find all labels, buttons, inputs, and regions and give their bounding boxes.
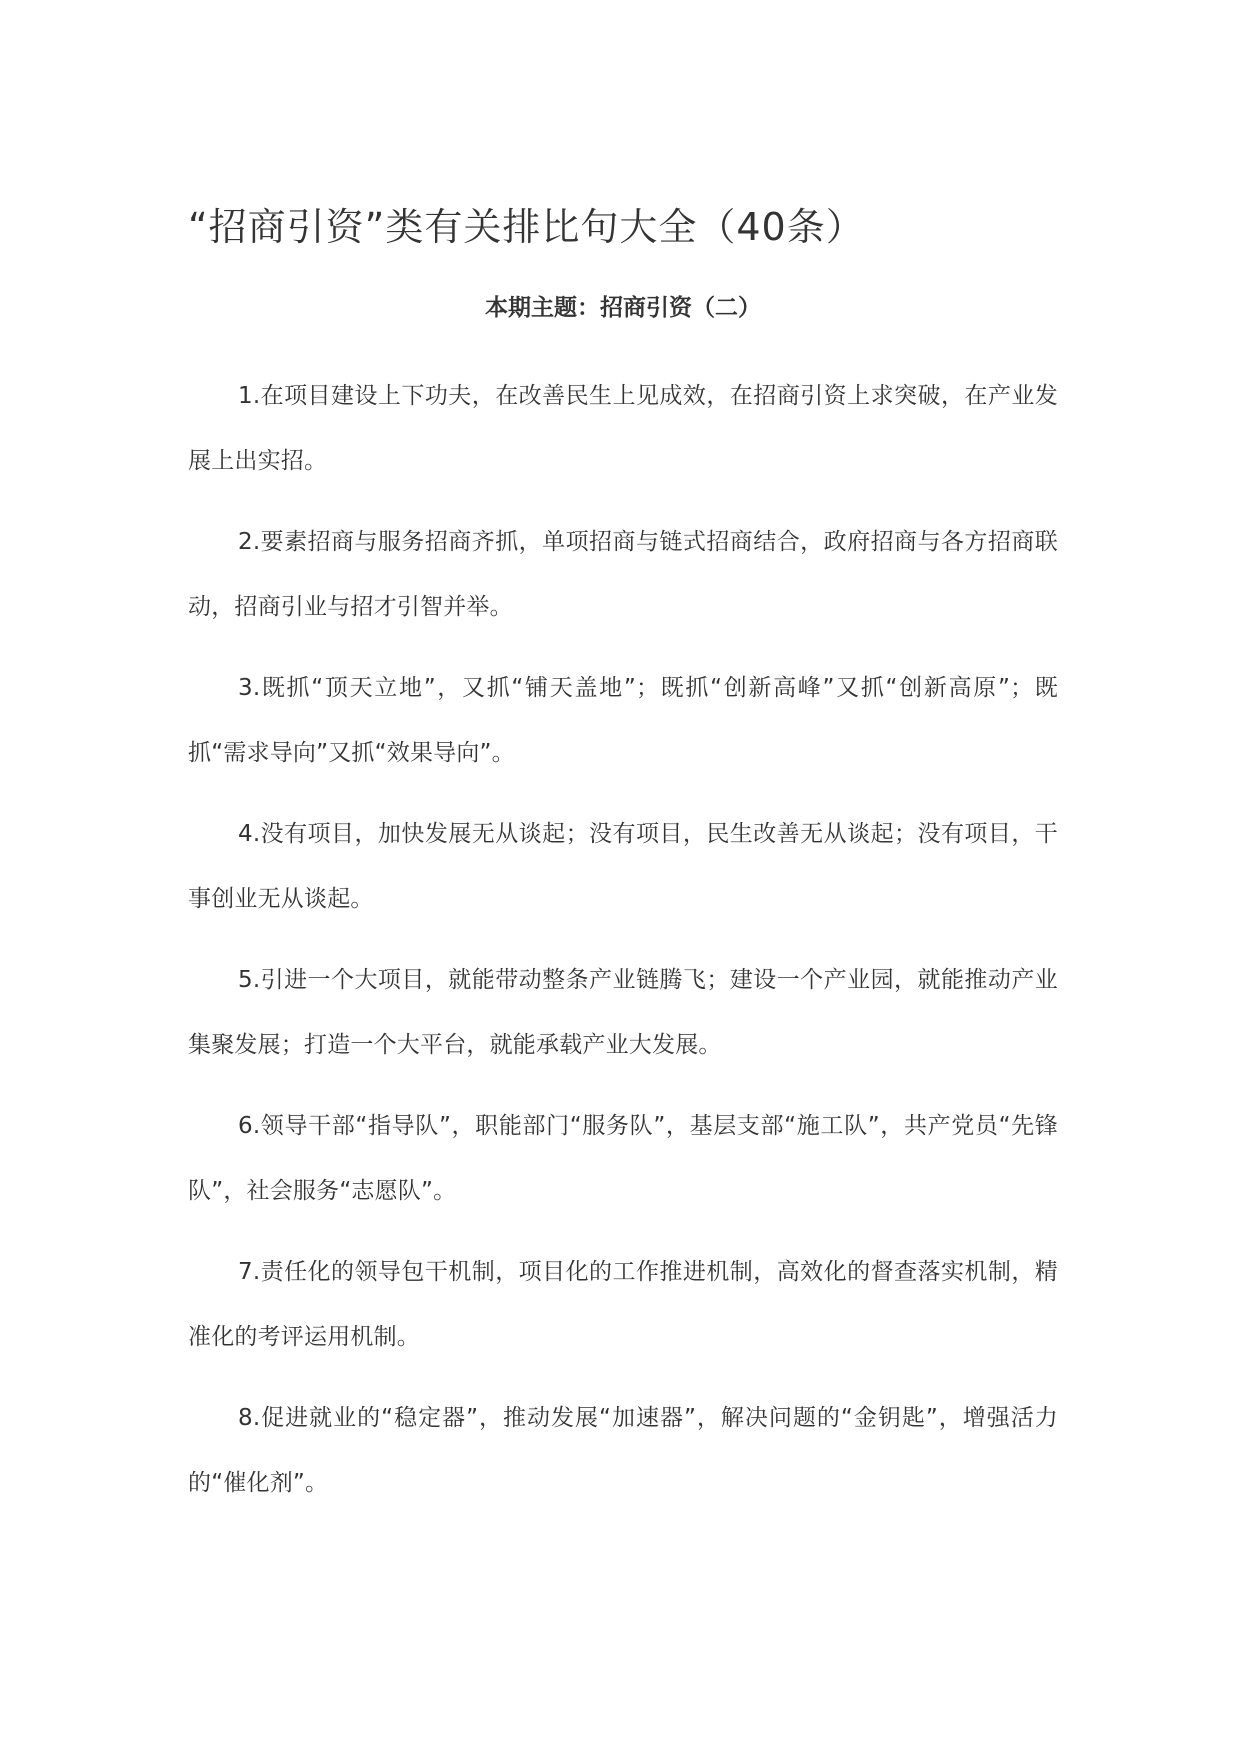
list-item: 5.引进一个大项目，就能带动整条产业链腾飞；建设一个产业园，就能推动产业集聚发展；打造一个大平台，就能承载产业大发展。 xyxy=(188,967,1058,1058)
list-item: 2.要素招商与服务招商齐抓，单项招商与链式招商结合，政府招商与各方招商联动，招商引业与招才引智并举。 xyxy=(188,529,1058,620)
list-item: 1.在项目建设上下功夫，在改善民生上见成效，在招商引资上求突破，在产业发展上出实招。 xyxy=(188,383,1058,474)
list-item: 8.促进就业的“稳定器”，推动发展“加速器”，解决问题的“金钥匙”，增强活力的“催化剂”。 xyxy=(188,1405,1058,1496)
item-list xyxy=(188,364,1058,1532)
list-item: 6.领导干部“指导队”，职能部门“服务队”，基层支部“施工队”，共产党员“先锋队”，社会服务“志愿队”。 xyxy=(188,1113,1058,1204)
list-item: 3.既抓“顶天立地”，又抓“铺天盖地”；既抓“创新高峰”又抓“创新高原”；既抓“需求导向”又抓“效果导向”。 xyxy=(188,675,1058,766)
document-subtitle: 本期主题：招商引资（二） xyxy=(485,295,761,321)
document-title: “招商引资”类有关排比句大全（40条） xyxy=(188,205,865,249)
list-item: 7.责任化的领导包干机制，项目化的工作推进机制，高效化的督查落实机制，精准化的考评运用机制。 xyxy=(188,1259,1058,1350)
list-item: 4.没有项目，加快发展无从谈起；没有项目，民生改善无从谈起；没有项目，干事创业无从谈起。 xyxy=(188,821,1058,912)
